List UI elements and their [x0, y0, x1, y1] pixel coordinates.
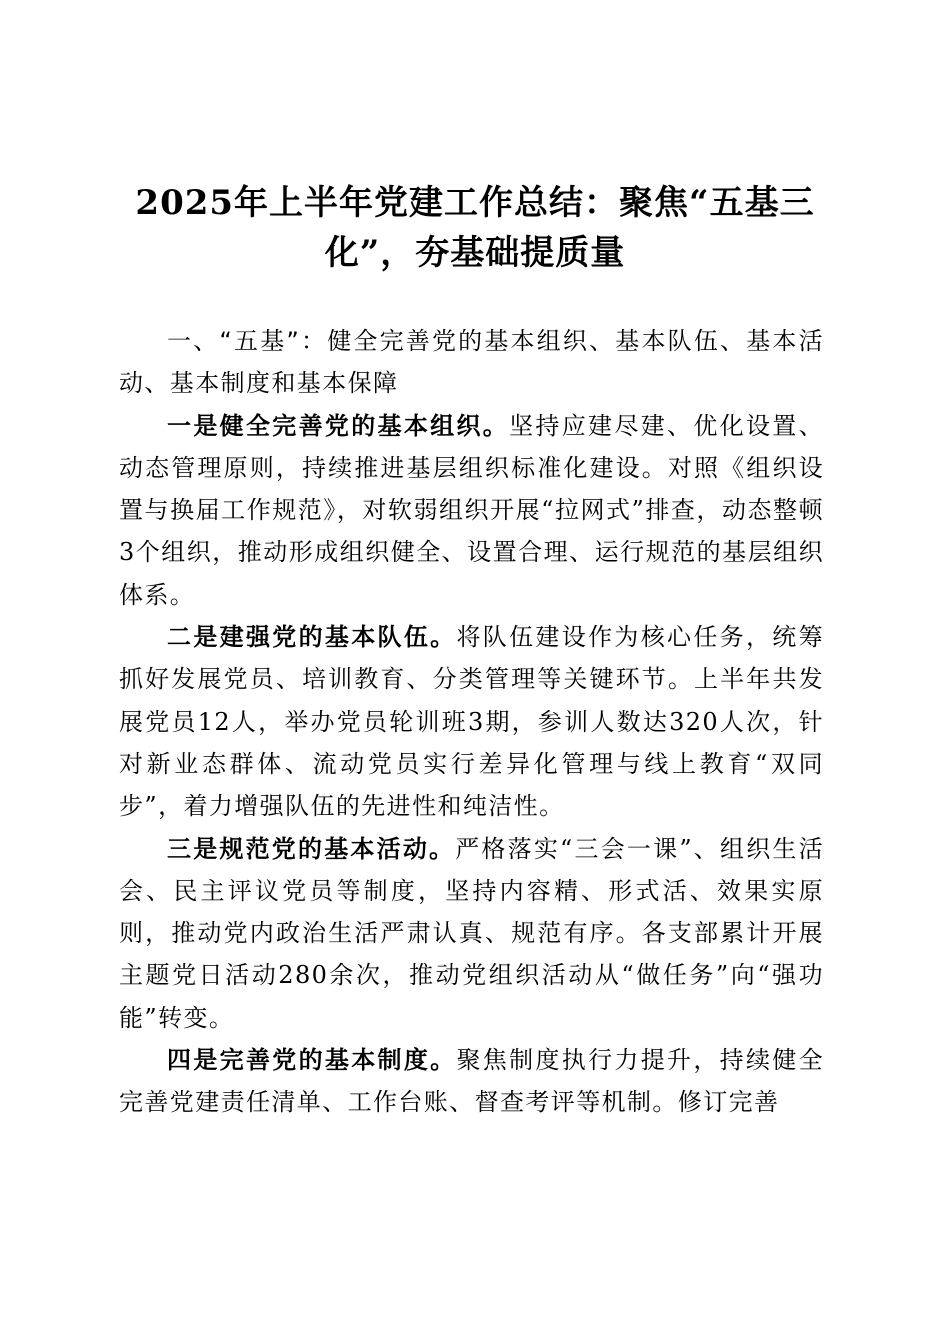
paragraph-text: 将队伍建设作为核心任务，统筹抓好发展党员、培训教育、分类管理等关键环节。上半年共发展党员12人，举办党员轮训班3期，参训人数达320人次，针对新业态群体、流动党员实行差异化管理与线上教育“双同步”，着力增强队伍的先进性和纯洁性。 — [119, 623, 824, 821]
paragraph-lead: 二是建强党的基本队伍。 — [167, 623, 457, 652]
paragraph-lead: 四是完善党的基本制度。 — [167, 1046, 457, 1075]
paragraph-text: 严格落实“三会一课”、组织生活会、民主评议党员等制度，坚持内容精、形式活、效果实原则，推动党内政治生活严肃认真、规范有序。各支部累计开展主题党日活动280余次，推动党组织活动从“做任务”向“强功能”转变。 — [119, 834, 824, 1032]
paragraph-text: 坚持应建尽建、优化设置、动态管理原则，持续推进基层组织标准化建设。对照《组织设置与换届工作规范》，对软弱组织开展“拉网式”排查，动态整顿3个组织，推动形成组织健全、设置合理、运行规范的基层组织体系。 — [119, 411, 824, 609]
paragraph-lead: 三是规范党的基本活动。 — [167, 834, 456, 863]
paragraph-basic-activities — [119, 828, 824, 1039]
paragraph-basic-team — [119, 616, 824, 827]
document-title: 2025年上半年党建工作总结：聚焦“五基三化”，夯基础提质量 — [135, 183, 815, 273]
section-heading: 一、“五基”：健全完善党的基本组织、基本队伍、基本活动、基本制度和基本保障 — [119, 327, 824, 398]
paragraph-basic-organization — [119, 405, 824, 616]
paragraph-basic-system — [119, 1039, 824, 1124]
document-body — [119, 320, 824, 1124]
paragraph-text: 聚焦制度执行力提升，持续健全完善党建责任清单、工作台账、督查考评等机制。修订完善 — [119, 1046, 824, 1117]
paragraph-lead: 一是健全完善党的基本组织。 — [167, 411, 510, 440]
